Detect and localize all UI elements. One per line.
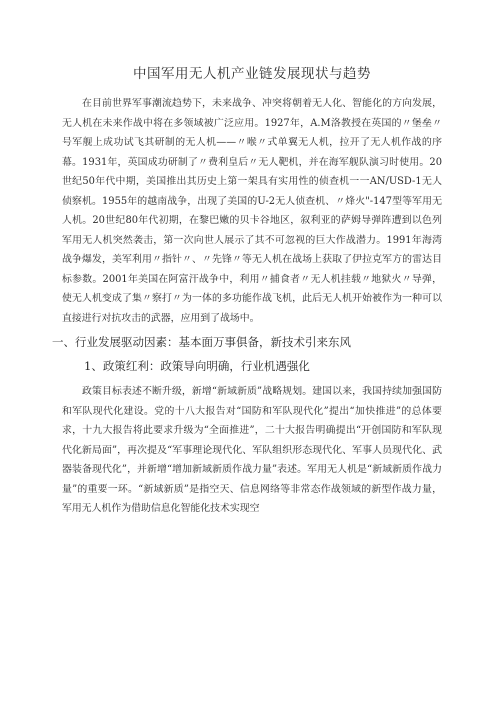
policy-paragraph: 政策目标表述不断升级，新增“新域新质”战略规划。建国以来，我国持续加强国防和军队现代化建设。党的十八大报告对“国防和军队现代化”提出“加快推进”的总体要求，十九大报告将此要求升级为“全面推进”，二十大报告明确提出“开创国防和军队现代化新局面”，再次提及“军事理论现代化、军队组织形态现代化、军事人员现代化、武器装备现代化”，并新增“增加新域新质作战力量”表述。军用无人机是“新域新质作战力量”的重要一环。“新域新质”是指空天、信息网络等非常态作战领域的新型作战力量，军用无人机作为借助信息化智能化技术实现空 [62,386,442,514]
subsection-heading: 1、政策红利：政策导向明确，行业机遇强化 [84,359,310,373]
section-heading: 一、行业发展驱动因素：基本面万事俱备，新技术引来东风 [52,335,351,349]
document-title: 中国军用无人机产业链发展现状与趋势 [133,66,371,82]
document-page [52,62,442,519]
intro-paragraph: 在目前世界军事潮流趋势下，未来战争、冲突将朝着无人化、智能化的方向发展，无人机在未来作战中将在多领域被广泛应用。1927年，A.M洛教授在英国的〃堡垒〃号军舰上成功试飞其研制的无人机——〃喉〃式单翼无人机，拉开了无人机作战的序幕。1931年，英国成功研制了〃费利皇后〃无人靶机，并在海军舰队演习时使用。20世纪50年代中期，美国推出其历史上第一架具有实用性的侦查机一一AN/USD-1无人侦察机。1955年的越南战争，出现了美国的U-2无人侦查机、〃烽火"-147型等军用无人机。20世纪80年代初期，在黎巴嫩的贝卡谷地区，叙利亚的萨姆导弹阵遭到以色列军用无人机突然袭击，第一次向世人展示了其不可忽视的巨大作战潜力。1991年海湾战争爆发，美军利用〃指针〃、〃先锋〃等无人机在战场上获取了伊拉克军方的雷达目标参数。2001年美国在阿富汗战争中，利用〃捕食者〃无人机挂载〃地狱火〃导弹，使无人机变成了集〃察打〃为一体的多功能作战飞机，此后无人机开始被作为一种可以直接进行对抗攻击的武器，应用到了战场中。 [62,98,442,324]
